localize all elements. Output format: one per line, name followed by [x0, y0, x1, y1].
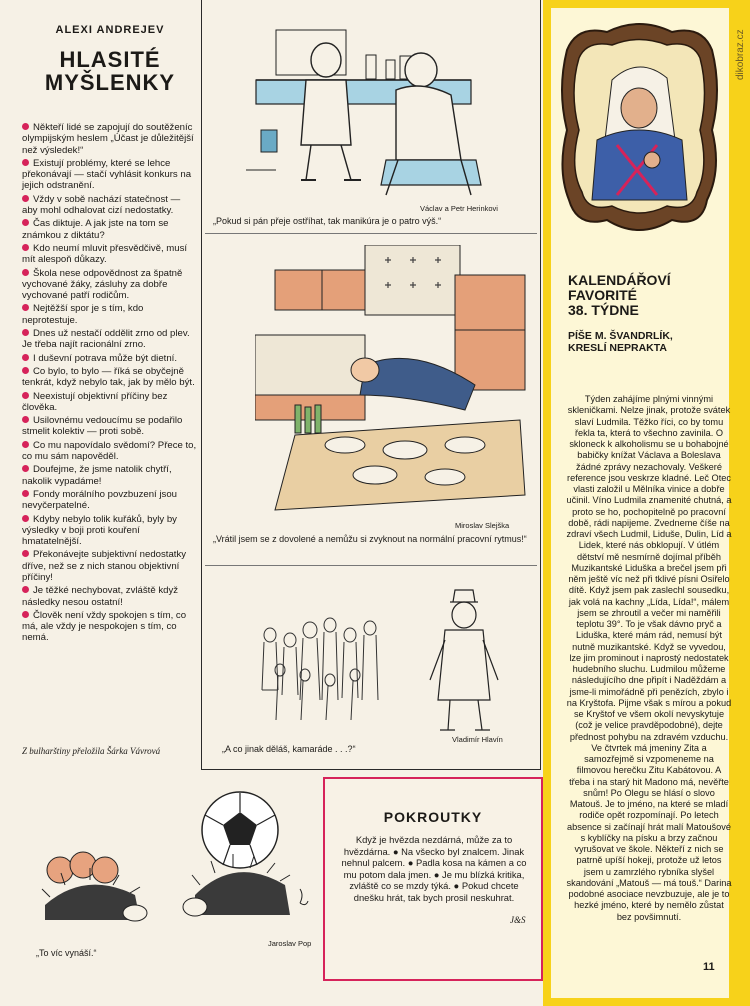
bullet-dot-icon [22, 416, 29, 423]
bullet-dot-icon [22, 304, 29, 311]
calendar-title-line-2: FAVORITÉ [568, 287, 637, 303]
aphorism-item [22, 194, 198, 217]
aphorism-list [22, 122, 198, 644]
aphorism-text: Nejtěžší spor je s tím, kdo neprotestuje. [22, 303, 144, 326]
bullet-dot-icon [22, 329, 29, 336]
translator-credit: Z bulharštiny přeložila Šárka Vávrová [22, 746, 161, 756]
bullet-dot-icon [22, 354, 29, 361]
calendar-title-line-1: KALENDÁŘOVÍ [568, 272, 671, 288]
aphorism-text: Doufejme, že jsme natolik chytří, nakolik vypadáme! [22, 464, 172, 487]
bullet-dot-icon [22, 244, 29, 251]
bullet-dot-icon [22, 367, 29, 374]
aphorism-text: Vždy v sobě nachází statečnost — aby mohl odhalovat cizí nedostatky. [22, 193, 181, 217]
aphorism-item [22, 415, 198, 438]
portrait-frame [557, 20, 722, 235]
column-divider-left [201, 0, 202, 770]
aphorism-text: Kdo neumí mluvit přesvědčivě, musí mít alespoň důkazy. [22, 242, 188, 266]
column-divider-bottom [201, 769, 541, 770]
aphorism-text: Škola nese odpovědnost za špatně vychované žáky, zásluhy za dobře vychované patří rodičům. [22, 267, 183, 302]
cartoon-2-artist: Miroslav Slejška [455, 521, 510, 530]
aphorism-item [22, 243, 198, 266]
aphorism-item [22, 489, 198, 512]
aphorism-text: Čas diktuje. A jak jste na tom se známkou z diktátu? [22, 218, 169, 241]
byline-author: PÍŠE M. ŠVANDRLÍK, [568, 330, 673, 342]
aphorism-item [22, 391, 198, 414]
site-watermark: dikobraz.cz [735, 29, 746, 80]
bullet-dot-icon [22, 195, 29, 202]
bullet-dot-icon [22, 123, 29, 130]
aphorism-item [22, 585, 198, 608]
pokroutky-text: Když je hvězda nezdárná, může za to hvězdárna. ● Na všecko byl znalcem. Jinak nehnul palcem. ● Padla kosa na kámen a co mu potom dala jmen. ● Je mu blízká kritika, zvláště co se mzdy týká. ● Pokud chcete dnešku hrát, tak bych prosil neskuhrat. [341, 834, 527, 903]
aphorism-item [22, 353, 198, 364]
aphorism-item [22, 158, 198, 192]
title-line-2: MYŠLENKY [44, 70, 176, 95]
aphorism-item [22, 610, 198, 644]
aphorism-text: Fondy morálního povzbuzení jsou nevyčerpatelné. [22, 488, 177, 512]
title-line-1: HLASITÉ [59, 47, 161, 72]
column-divider-right [540, 0, 541, 770]
bullet-dot-icon [22, 269, 29, 276]
cartoon-divider-2 [205, 565, 537, 566]
calendar-byline [568, 330, 728, 354]
bullet-dot-icon [22, 550, 29, 557]
aphorisms-column [22, 22, 198, 762]
byline-illustrator: KRESLÍ NEPRAKTA [568, 342, 667, 354]
pokroutky-title: POKROUTKY [383, 809, 483, 825]
hedgehog-cartoon [35, 785, 315, 935]
aphorism-text: Co bylo, to bylo — říká se obyčejně tenkrát, když nebylo tak, jak by mělo být. [22, 365, 195, 389]
aphorism-item [22, 122, 198, 156]
aphorism-item [22, 366, 198, 389]
pokroutky-signature: J&S [510, 915, 526, 925]
bullet-dot-icon [22, 611, 29, 618]
cartoon-1-caption: „Pokud si pán přeje ostříhat, tak manikúra je o patro výš.“ [213, 216, 442, 226]
aphorism-item [22, 268, 198, 302]
aphorism-text: Kdyby nebylo tolik kuřáků, byly by výsledky v boji proti kouření hmatatelnější. [22, 513, 177, 548]
aphorism-text: Dnes už nestačí oddělit zrno od plev. Je třeba najít racionální zrno. [22, 328, 190, 351]
bullet-dot-icon [22, 586, 29, 593]
bullet-dot-icon [22, 219, 29, 226]
aphorism-text: I duševní potrava může být dietní. [33, 352, 177, 364]
kids-cartoon [250, 580, 525, 745]
bullet-dot-icon [22, 159, 29, 166]
aphorism-item [22, 218, 198, 241]
aphorism-text: Usilovnému vedoucímu se podařilo stmelit kolektiv — proti sobě. [22, 415, 183, 438]
aphorism-item [22, 303, 198, 326]
calendar-title-line-3: 38. TÝDNE [568, 302, 639, 318]
aphorism-item [22, 514, 198, 548]
bullet-dot-icon [22, 490, 29, 497]
office-cartoon [255, 245, 535, 515]
aphorism-text: Člověk není vždy spokojen s tím, co má, ale vždy je nespokojen s tím, co nemá. [22, 609, 187, 644]
cartoon-4-caption: „To víc vynáší.“ [36, 948, 97, 958]
aphorism-text: Co mu napovídalo svědomí? Přece to, co mu sám napověděl. [22, 439, 197, 463]
cartoon-3-caption: „A co jinak děláš, kamaráde . . .?“ [222, 744, 356, 754]
aphorism-item [22, 464, 198, 487]
barber-cartoon [216, 10, 526, 200]
cartoon-4-artist: Jaroslav Pop [268, 939, 312, 948]
cartoon-1-artist: Václav a Petr Herinkovi [420, 204, 498, 213]
aphorism-text: Někteří lidé se zapojují do soutěženíс olympijským heslem „Účast je důležitější než výsledek!“ [22, 122, 194, 156]
aphorism-text: Existují problémy, které se lehce překonávají — stačí vyhlásit konkurs na jejich odstranění. [22, 157, 192, 192]
bullet-dot-icon [22, 392, 29, 399]
aphorism-item [22, 549, 198, 583]
cartoon-divider-1 [205, 233, 537, 234]
calendar-body: Týden zahájíme plnými vinnými skleničkami. Nelze jinak, protože svátek slaví Ludmila. Těžko říci, co by tomu řekla ta, která to všechno zavinila. O skloneck k alkoholismu se u bohabojné babičky knížat Václava a Boleslava žádné zprávy nezachovaly. Veškeré reference jsou veskrze kladné. Leč Otec vlasti založil u Mělníka vinice a dobře učinil. Víno Ludmila znamenité chutná, a proto se ho, pochopitelně po pracovní době, rádi napijeme. Zvedneme číše na zdraví všech Ludmil, Liduše, Dulin, Líd a Lidek, které nás obklopují. V útlém dětství mě nesmírně dojímal příběh Muzikantské Liduška a brečel jsem při něm ještě víc než při tklivé písni Osiřelo dítě. Když jsem pak zaslechl sousedku, jak volá na kachny „Lída, Lída!“, málem jsem se zhroutil a večer mi naměřili teplotu 39°. To je však dávno pryč a Liduška, které mám rád, nemusí být nutně muzikantské. Když se vyvedou, lze jim prominout i naprostý nedostatek hudebního sluchu. Ludmilou můžeme následujícího dne připít i Naděždám a jsme-li mimořádně při penězích, zbylo i na Kryštofa. Pijme však s mírou a pokud se Kryštof ve všem okolí nevyskytuje (což je velice pravděpodobné), dejte přednost pohybu na zdravém vzduchu. Ve čtvrtek má jmeniny Zita a samozřejmě si vzpomeneme na filmovou herečku Zitu Kabátovou. A třeba i na starý hit Madono má, nevěřte snům! Po Olegu se hlásí o slovo Matouš. Je to jméno, na které se mladí rodiče opět rozpomínají. Po letech absence si začínají hrát malí Matoušové s kyblíčky na písku a brzy začnou vyrušovat ve škole. Někteří z nich se patrně upíší hokeji, protože už letos jsem u zamrzlého rybníka slyšel skandování „Matouš — má touš.“ Darina podobné asociace nevzbuzuje, ale je to hezké jméno, které by nemělo zůstat bez povšimnutí. [566, 394, 732, 922]
aphorism-text: Je těžké nechybovat, zvláště když následky nesou ostatní! [22, 585, 179, 608]
aphorism-text: Neexistují objektivní příčiny bez člověka. [22, 390, 168, 413]
article-title [22, 48, 198, 94]
bullet-dot-icon [22, 465, 29, 472]
aphorism-item [22, 440, 198, 463]
aphorism-item [22, 328, 198, 351]
cartoon-3-artist: Vladimír Hlavín [452, 735, 503, 744]
bullet-dot-icon [22, 515, 29, 522]
calendar-title [568, 273, 718, 318]
aphorism-text: Překonávejte subjektivní nedostatky dříve, než se z nich stanou objektivní příčiny! [22, 549, 187, 583]
bullet-dot-icon [22, 441, 29, 448]
author-name: ALEXI ANDREJEV [55, 24, 165, 36]
pokroutky-box [323, 777, 543, 981]
page-number: 11 [703, 961, 715, 973]
cartoon-2-caption: „Vrátil jsem se z dovolené a nemůžu si zvyknout na normální pracovní rytmus!“ [213, 534, 527, 544]
